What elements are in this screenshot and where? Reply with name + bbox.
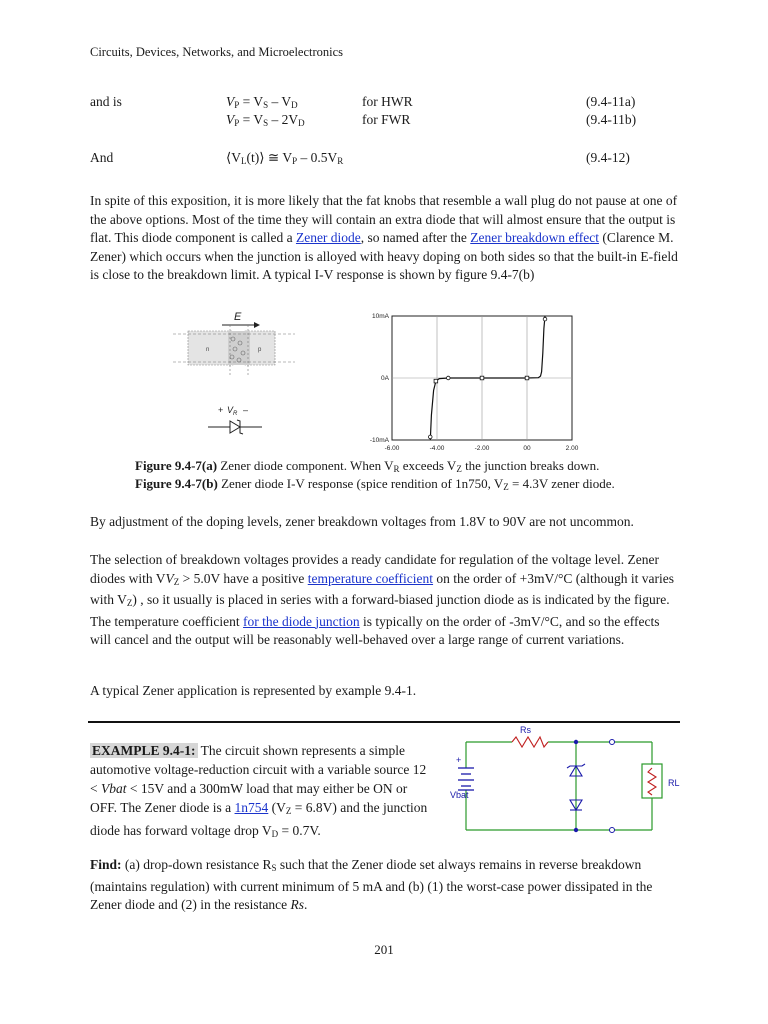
link-diode-junction[interactable]: for the diode junction	[243, 613, 360, 629]
example-block: EXAMPLE 9.4-1: The circuit shown represents a simple automotive voltage-reduction circuit with a variable source 12 < Vbat < 15V and a 300mW load that may either be ON or OFF. The Zener diode is a 1n754 $(V_Z = 6.8V)$ and the junction diode has forward voltage drop $V_D = 0.7V$.	[90, 743, 428, 839]
paragraph-zener-intro: In spite of this exposition, it is more likely that the fat knobs that resemble a wall plug do not pause at one of the above options. Most of the time they will contain an extra diode that will almost ensure that the output is flat. This diode component is called a Zener diode, so named after the Zener breakdown effect (Clarence M. Zener) which occurs when the junction is alloyed with heavy doping on both sides so that the built-in E-field is close to the breakdown limit. A typical I-V response is shown by figure 9.4-7(b)	[90, 193, 678, 282]
plus-label: +	[456, 755, 462, 765]
vbat-label: Vbat	[450, 790, 469, 800]
eq-lead: and is	[90, 94, 122, 109]
link-zener-breakdown-effect[interactable]: Zener breakdown effect	[470, 230, 599, 245]
resistor-rs-icon	[512, 737, 548, 747]
link-zener-diode[interactable]: Zener diode	[295, 230, 361, 245]
terminal-bottom	[610, 828, 615, 833]
equation-row-3	[0, 150, 768, 168]
equation-row-2	[0, 112, 768, 130]
node-dot-top	[574, 740, 578, 744]
example-heading: EXAMPLE 9.4-1:	[92, 743, 196, 758]
rl-label: RL	[668, 778, 680, 788]
n-region-label: n	[206, 347, 210, 353]
eq-condition: for FWR	[362, 112, 411, 127]
node-dot-bottom	[574, 828, 578, 832]
eq-number: (9.4-11b)	[586, 112, 637, 127]
data-point-marker	[525, 376, 529, 380]
data-point-marker	[446, 376, 450, 380]
x-tick-label: -2.00	[474, 445, 490, 452]
data-point-marker	[434, 379, 438, 383]
equation-row-1	[0, 94, 768, 112]
vr-plus: +	[218, 405, 224, 415]
paragraph-application-intro: A typical Zener application is represented by example 9.4-1.	[90, 683, 417, 698]
running-header: Circuits, Devices, Networks, and Microelectronics	[90, 45, 344, 59]
x-tick-label: -4.00	[429, 445, 445, 452]
eq-lead: And	[90, 150, 114, 165]
terminal-top	[610, 740, 615, 745]
caption-figure-a: Figure 9.4-7(a) Zener diode component. When $V_R$ exceeds $V_Z$ the junction breaks down.	[135, 458, 600, 474]
data-point-marker	[543, 317, 547, 321]
eq-number: (9.4-12)	[586, 150, 630, 165]
rl-box	[642, 764, 662, 798]
data-point-marker	[428, 435, 432, 439]
vr-minus: –	[243, 405, 249, 415]
depletion-region	[228, 331, 250, 365]
p-region-label: p	[258, 347, 262, 353]
link-temperature-coefficient[interactable]: temperature coefficient	[307, 570, 434, 586]
data-point-marker	[480, 376, 484, 380]
eq-condition: for HWR	[362, 94, 413, 109]
eq-formula: $V_P = V_S - 2V_D$	[226, 112, 305, 128]
e-field-arrowhead	[254, 322, 260, 328]
y-tick-label: 10mA	[372, 313, 389, 320]
y-tick-label: 0A	[381, 375, 389, 382]
paragraph-doping-levels: By adjustment of the doping levels, zener breakdown voltages from 1.8V to 90V are not uncommon.	[90, 514, 634, 529]
paragraph-temperature-coefficient: The selection of breakdown voltages provides a ready candidate for regulation of the voltage level. Zener diodes with $VV_Z > 5.0V$ have a positive temperature coefficient on the order of +3mV/°C (although it varies with $V_Z$) , so it usually is placed in series with a forward-biased junction diode as is indicated by the figure. The temperature coefficient for the diode junction is typically on the order of -3mV/°C, and so the effects will cancel and the output will be reasonably well-behaved over a large range of current variations.	[90, 552, 675, 647]
circuit-schematic	[452, 722, 692, 840]
x-tick-label: -6.00	[384, 445, 400, 452]
x-tick-label: 2.00	[565, 445, 579, 452]
eq-number: (9.4-11a)	[586, 94, 636, 109]
y-tick-label: -10mA	[369, 437, 389, 444]
caption-figure-b: Figure 9.4-7(b) Zener diode I-V response (spice rendition of 1n750, $V_Z = 4.3V$ zener diode.	[135, 476, 615, 492]
battery-icon	[458, 768, 474, 790]
x-tick-label: 00	[523, 445, 531, 452]
link-1n754[interactable]: 1n754	[234, 800, 269, 815]
zener-diode-symbol	[230, 421, 240, 433]
page-number: 201	[374, 942, 394, 957]
resistor-rl-icon	[648, 768, 656, 795]
vr-label: $V_R$	[227, 405, 238, 417]
eq-formula: $V_P = V_S - V_D$	[226, 94, 298, 110]
paragraph-find: Find: (a) drop-down resistance $R_S$ such that the Zener diode set always remains in reverse breakdown (maintains regulation) with current minimum of 5 mA and (b) (1) the worst-case power dissipated in the Zener diode and (2) in the resistance Rs.	[90, 857, 653, 912]
eq-formula: $⟨V_L(t)⟩$ ≅ $V_P - 0.5V_R$	[226, 150, 344, 166]
figure-zener-component	[170, 305, 305, 445]
e-field-label: E	[234, 311, 242, 323]
n-region	[188, 331, 233, 365]
rs-label: Rs	[520, 725, 531, 735]
figure-iv-response-chart	[362, 310, 577, 455]
